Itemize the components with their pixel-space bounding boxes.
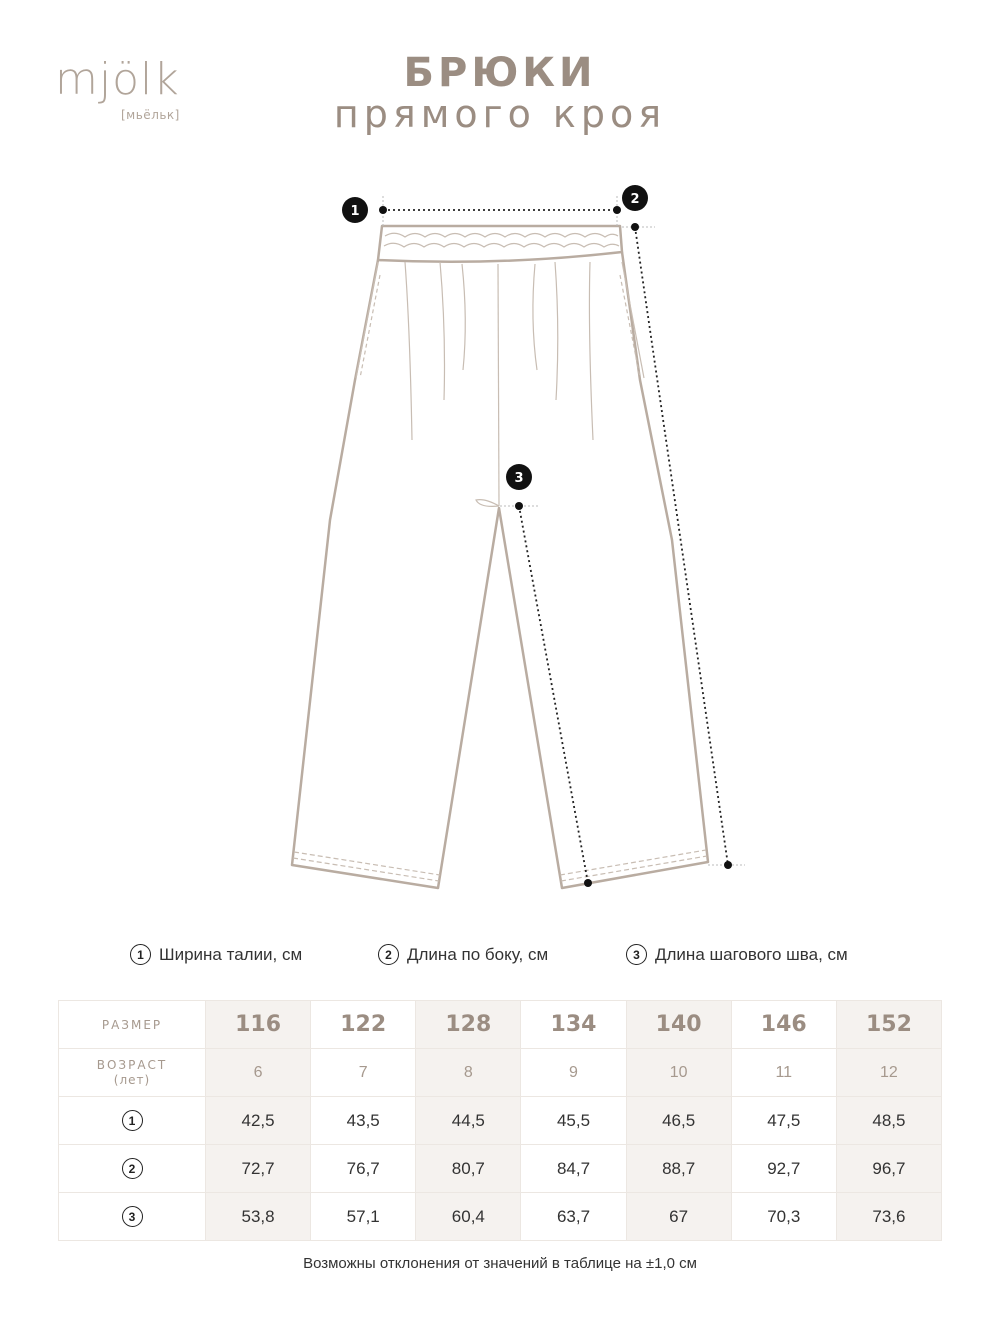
value-cell: 48,5 xyxy=(836,1097,941,1145)
row-number-cell: 2 xyxy=(59,1145,206,1193)
age-header: ВОЗРАСТ (лет) xyxy=(59,1049,206,1097)
value-cell: 92,7 xyxy=(731,1145,836,1193)
value-cell: 45,5 xyxy=(521,1097,626,1145)
row-number-cell: 3 xyxy=(59,1193,206,1241)
age-cell: 10 xyxy=(626,1049,731,1097)
value-cell: 84,7 xyxy=(521,1145,626,1193)
age-cell: 6 xyxy=(206,1049,311,1097)
value-cell: 60,4 xyxy=(416,1193,521,1241)
size-cell: 146 xyxy=(731,1001,836,1049)
legend-number-1: 1 xyxy=(130,944,151,965)
value-cell: 70,3 xyxy=(731,1193,836,1241)
size-cell: 122 xyxy=(311,1001,416,1049)
brand-name: mjölk xyxy=(55,54,180,105)
legend-item-inseam-length xyxy=(626,944,848,965)
age-cell: 12 xyxy=(836,1049,941,1097)
legend-label-2: Длина по боку, см xyxy=(407,944,549,964)
value-cell: 88,7 xyxy=(626,1145,731,1193)
size-cell: 134 xyxy=(521,1001,626,1049)
legend-item-side-length xyxy=(378,944,548,965)
legend-label-1: Ширина талии, см xyxy=(159,944,303,964)
legend-number-3: 3 xyxy=(626,944,647,965)
tolerance-note: Возможны отклонения от значений в таблице на ±1,0 см xyxy=(303,1255,697,1272)
size-header: РАЗМЕР xyxy=(59,1001,206,1049)
trousers-silhouette xyxy=(292,252,708,888)
brand-transcription: [мьёльк] xyxy=(121,108,180,122)
page-subtitle: прямого кроя xyxy=(333,92,667,136)
trousers-diagram xyxy=(0,170,1000,900)
age-cell: 7 xyxy=(311,1049,416,1097)
value-cell: 76,7 xyxy=(311,1145,416,1193)
age-cell: 11 xyxy=(731,1049,836,1097)
value-cell: 73,6 xyxy=(836,1193,941,1241)
value-cell: 47,5 xyxy=(731,1097,836,1145)
age-cell: 9 xyxy=(521,1049,626,1097)
size-cell: 128 xyxy=(416,1001,521,1049)
age-cell: 8 xyxy=(416,1049,521,1097)
value-cell: 96,7 xyxy=(836,1145,941,1193)
measure-row-waist xyxy=(59,1097,942,1145)
marker-2-label: 2 xyxy=(630,192,640,207)
measure-3 xyxy=(500,464,592,887)
value-cell: 43,5 xyxy=(311,1097,416,1145)
size-cell: 116 xyxy=(206,1001,311,1049)
trousers-details xyxy=(293,233,707,881)
row-number-cell: 1 xyxy=(59,1097,206,1145)
size-cell: 140 xyxy=(626,1001,731,1049)
value-cell: 57,1 xyxy=(311,1193,416,1241)
age-row xyxy=(59,1049,942,1097)
value-cell: 53,8 xyxy=(206,1193,311,1241)
measure-1 xyxy=(342,196,621,228)
value-cell: 67 xyxy=(626,1193,731,1241)
legend-label-3: Длина шагового шва, см xyxy=(655,944,848,964)
size-table xyxy=(58,1000,942,1241)
value-cell: 63,7 xyxy=(521,1193,626,1241)
value-cell: 80,7 xyxy=(416,1145,521,1193)
measure-2 xyxy=(622,185,745,869)
legend-number-2: 2 xyxy=(378,944,399,965)
measurements-legend xyxy=(0,944,1000,968)
trousers-outline xyxy=(292,226,708,888)
value-cell: 72,7 xyxy=(206,1145,311,1193)
page-title: БРЮКИ xyxy=(403,50,597,96)
marker-3-label: 3 xyxy=(514,471,524,486)
size-cell: 152 xyxy=(836,1001,941,1049)
size-row xyxy=(59,1001,942,1049)
value-cell: 42,5 xyxy=(206,1097,311,1145)
value-cell: 46,5 xyxy=(626,1097,731,1145)
legend-item-waist-width xyxy=(130,944,302,965)
marker-1-label: 1 xyxy=(350,204,360,219)
value-cell: 44,5 xyxy=(416,1097,521,1145)
measure-row-inseam xyxy=(59,1193,942,1241)
measure-row-side-length xyxy=(59,1145,942,1193)
